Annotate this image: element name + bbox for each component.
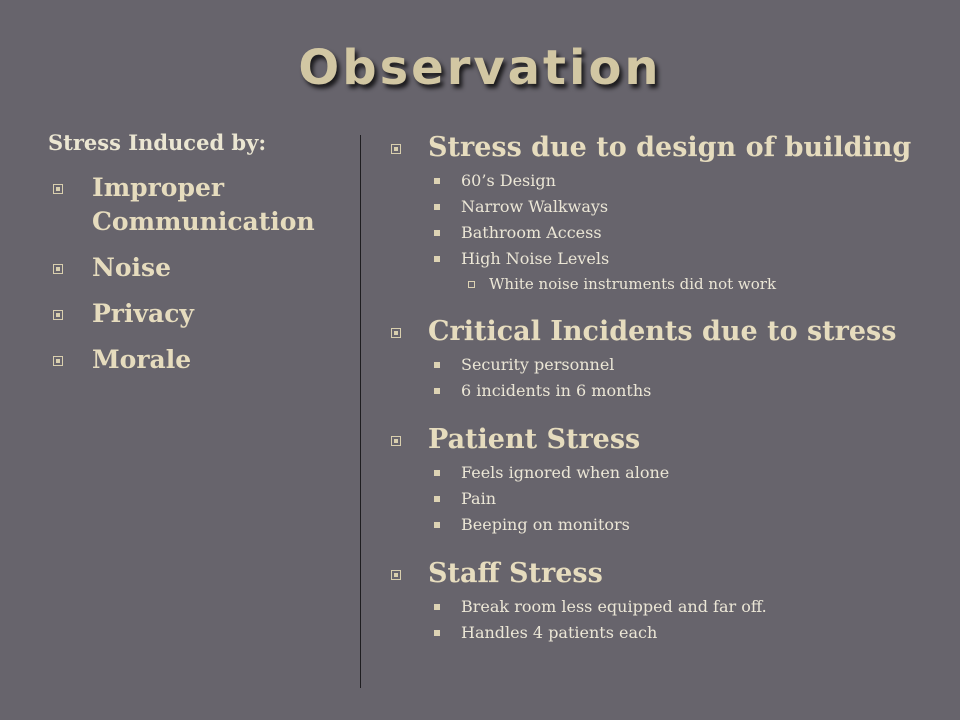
bullet-icon (434, 204, 440, 210)
bullet-icon (434, 604, 440, 610)
section-items (386, 460, 946, 538)
list-item: Break room less equipped and far off. (386, 594, 946, 620)
left-column (48, 130, 353, 389)
bullet-icon (434, 362, 440, 368)
bullet-icon (434, 178, 440, 184)
left-list (48, 171, 353, 377)
square-bullet-icon (391, 328, 401, 338)
list-item: 6 incidents in 6 months (386, 378, 946, 404)
list-item: Pain (386, 486, 946, 512)
bullet-icon (434, 630, 440, 636)
bullet-icon (434, 470, 440, 476)
bullet-icon (434, 522, 440, 528)
square-bullet-icon (53, 356, 63, 366)
section-title: Stress due to design of building (386, 130, 946, 166)
list-item: Beeping on monitors (386, 512, 946, 538)
square-bullet-icon (391, 570, 401, 580)
section-building-design (386, 130, 946, 296)
square-bullet-icon (391, 436, 401, 446)
square-bullet-icon (53, 310, 63, 320)
section-staff-stress (386, 556, 946, 646)
bullet-icon (434, 496, 440, 502)
section-items (386, 168, 946, 296)
section-title: Patient Stress (386, 422, 946, 458)
bullet-icon (434, 230, 440, 236)
list-item: High Noise Levels (386, 246, 946, 272)
nested-list-item: White noise instruments did not work (386, 272, 946, 296)
list-item: Privacy (48, 297, 353, 331)
list-item: Handles 4 patients each (386, 620, 946, 646)
hollow-bullet-icon (468, 281, 475, 288)
list-item: Narrow Walkways (386, 194, 946, 220)
section-items (386, 352, 946, 404)
section-patient-stress (386, 422, 946, 538)
slide-title: Observation (298, 40, 662, 96)
left-heading: Stress Induced by: (48, 130, 267, 155)
list-item: Noise (48, 251, 353, 285)
list-item: Security personnel (386, 352, 946, 378)
section-title: Critical Incidents due to stress (386, 314, 946, 350)
column-divider (360, 135, 361, 688)
section-critical-incidents (386, 314, 946, 404)
square-bullet-icon (53, 264, 63, 274)
right-column (386, 130, 946, 664)
list-item: Morale (48, 343, 353, 377)
square-bullet-icon (53, 184, 63, 194)
list-item: Feels ignored when alone (386, 460, 946, 486)
square-bullet-icon (391, 144, 401, 154)
section-title: Staff Stress (386, 556, 946, 592)
list-item: Improper Communication (48, 171, 353, 239)
list-item: 60’s Design (386, 168, 946, 194)
bullet-icon (434, 256, 440, 262)
bullet-icon (434, 388, 440, 394)
section-items (386, 594, 946, 646)
list-item: Bathroom Access (386, 220, 946, 246)
